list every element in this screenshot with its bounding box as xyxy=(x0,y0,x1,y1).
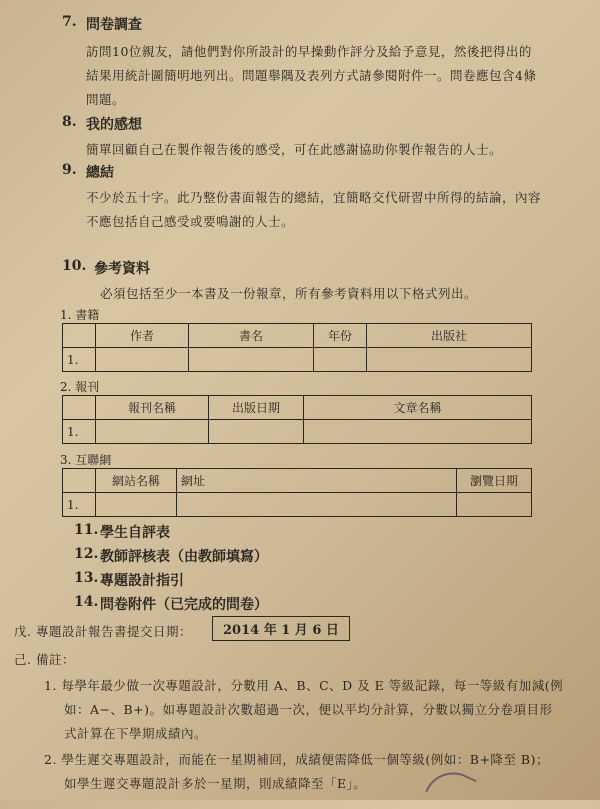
table-cell xyxy=(63,469,96,493)
note-1-line-2: 如：A−、B+)。如專題設計次數超過一次，便以平均分計算，分數以獨立分卷項目形 xyxy=(64,702,553,717)
table-cell xyxy=(189,348,314,372)
item-11-text: 學生自評表 xyxy=(100,525,170,541)
section-7-line-2: 結果用統計圖簡明地列出。問題舉隅及表列方式請參閱附件一。問卷應包含4條 xyxy=(86,68,537,83)
row-number: 1. xyxy=(63,493,96,517)
section-8-line-1: 簡單回顧自己在製作報告後的感受，可在此感謝協助你製作報告的人士。 xyxy=(86,142,503,157)
table-cell xyxy=(304,420,532,444)
table-row xyxy=(63,420,532,444)
section-10-title: 參考資料 xyxy=(94,261,150,277)
item-13-number: 13. xyxy=(74,570,99,586)
books-table xyxy=(62,323,532,372)
table-header-row xyxy=(63,324,532,348)
section-9-number: 9. xyxy=(62,162,77,178)
row-number: 1. xyxy=(63,348,96,372)
deadline-label: 戊. 專題設計報告書提交日期： xyxy=(14,624,192,639)
item-12-text: 教師評核表（由教師填寫） xyxy=(100,549,268,565)
section-8-number: 8. xyxy=(62,114,77,130)
note-2-line-1: 2. 學生遲交專題設計，而能在一星期補回，成績便需降低一個等級(例如：B+降至 B)； xyxy=(44,752,549,767)
table-cell xyxy=(96,493,177,517)
item-11-number: 11. xyxy=(74,522,99,538)
section-9-line-2: 不應包括自己感受或要鳴謝的人士。 xyxy=(86,214,295,229)
table-header-cell: 文章名稱 xyxy=(304,396,532,420)
table-header-cell: 網站名稱 xyxy=(96,469,177,493)
internet-label: 3. 互聯網 xyxy=(60,453,112,467)
table-header-row xyxy=(63,469,532,493)
section-9-title: 總結 xyxy=(86,165,114,181)
notes-label: 己. 備註： xyxy=(14,652,75,667)
table-cell xyxy=(367,348,532,372)
table-header-cell: 出版社 xyxy=(367,324,532,348)
newspapers-label: 2. 報刊 xyxy=(60,380,100,394)
table-row xyxy=(63,493,532,517)
table-header-row xyxy=(63,396,532,420)
item-12-number: 12. xyxy=(74,546,99,562)
item-13-text: 專題設計指引 xyxy=(100,573,184,589)
newspapers-table xyxy=(62,395,532,444)
table-cell xyxy=(63,324,96,348)
row-number: 1. xyxy=(63,420,96,444)
table-header-cell: 網址 xyxy=(177,469,457,493)
table-header-cell: 瀏覽日期 xyxy=(457,469,532,493)
books-label: 1. 書籍 xyxy=(60,308,100,322)
table-row xyxy=(63,348,532,372)
table-header-cell: 出版日期 xyxy=(209,396,304,420)
section-10-number: 10. xyxy=(62,258,87,274)
table-header-cell: 作者 xyxy=(96,324,189,348)
table-header-cell: 年份 xyxy=(314,324,367,348)
item-14-number: 14. xyxy=(74,594,99,610)
note-1-line-1: 1. 每學年最少做一次專題設計，分數用 A、B、C、D 及 E 等級記錄，每一等級有加減(例 xyxy=(44,678,564,693)
table-cell xyxy=(177,493,457,517)
table-cell xyxy=(96,420,209,444)
table-cell xyxy=(96,348,189,372)
section-7-line-1: 訪問10位親友，請他們對你所設計的早操動作評分及給予意見，然後把得出的 xyxy=(86,44,532,59)
table-cell xyxy=(457,493,532,517)
pen-mark xyxy=(425,763,477,809)
section-9-line-1: 不少於五十字。此乃整份書面報告的總結，宜簡略交代研習中所得的結論，內容 xyxy=(86,190,542,205)
note-1-line-3: 式計算在下學期成績內。 xyxy=(64,726,208,741)
item-14-text: 問卷附件（已完成的問卷） xyxy=(100,597,268,613)
table-cell xyxy=(209,420,304,444)
deadline-date: 2014 年 1 月 6 日 xyxy=(212,616,350,641)
section-8-title: 我的感想 xyxy=(86,117,142,133)
section-7-title: 問卷調查 xyxy=(86,17,142,33)
internet-table xyxy=(62,468,532,517)
note-2-line-2: 如學生遲交專題設計多於一星期，則成績降至「E」。 xyxy=(64,776,367,791)
table-header-cell: 報刊名稱 xyxy=(96,396,209,420)
table-cell xyxy=(314,348,367,372)
section-7-number: 7. xyxy=(62,14,77,30)
section-7-line-3: 問題。 xyxy=(86,92,126,107)
table-cell xyxy=(63,396,96,420)
section-10-line-1: 必須包括至少一本書及一份報章，所有參考資料用以下格式列出。 xyxy=(100,286,478,301)
table-header-cell: 書名 xyxy=(189,324,314,348)
